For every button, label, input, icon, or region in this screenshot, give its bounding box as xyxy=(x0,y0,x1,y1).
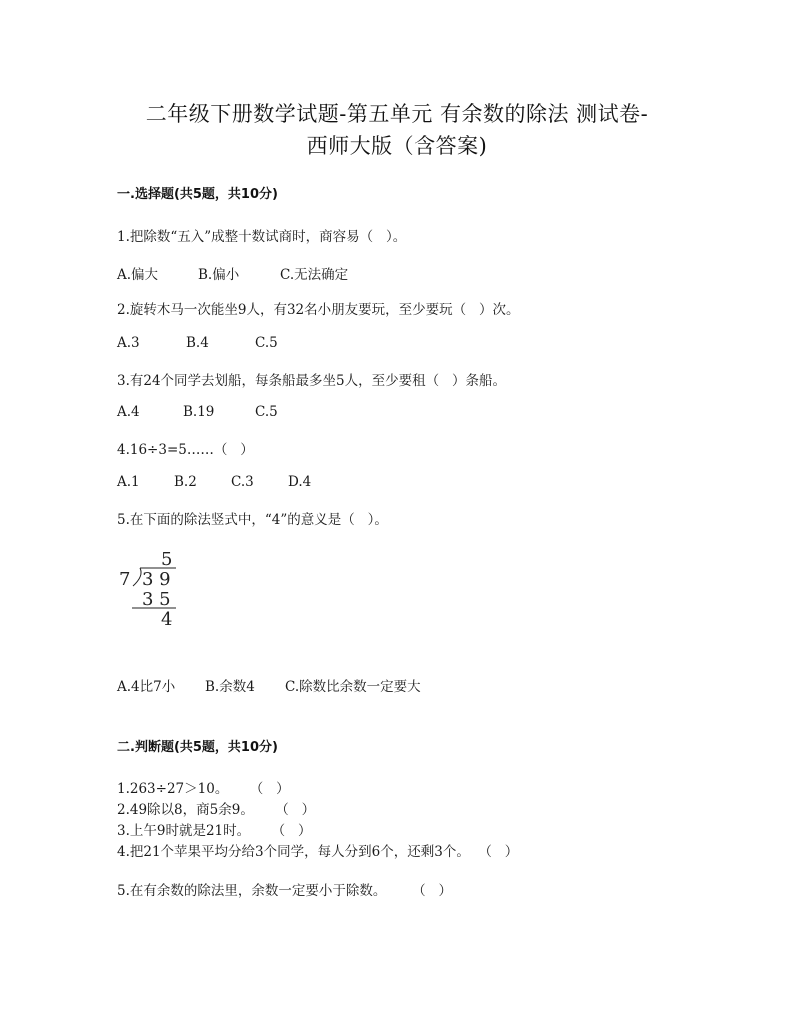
section1-heading: 一.选择题(共5题，共10分) xyxy=(117,187,278,202)
division-bracket xyxy=(133,568,141,586)
question-4-option-c[interactable]: C.3 xyxy=(231,474,254,490)
judge-item-4: 4.把21个苹果平均分给3个同学，每人分到6个，还剩3个。 （ ） xyxy=(117,844,519,860)
question-2-option-b[interactable]: B.4 xyxy=(186,335,209,351)
question-1-stem: 1.把除数“五入”成整十数试商时，商容易（ ）。 xyxy=(117,229,407,245)
question-4-option-b[interactable]: B.2 xyxy=(174,474,197,490)
division-divisor: 7 xyxy=(119,569,131,590)
long-division-figure xyxy=(114,546,194,636)
question-3-stem: 3.有24个同学去划船，每条船最多坐5人，至少要租（ ）条船。 xyxy=(117,373,507,389)
question-2-option-a[interactable]: A.3 xyxy=(117,335,140,351)
question-2-option-c[interactable]: C.5 xyxy=(255,335,278,351)
question-5-option-a[interactable]: A.4比7小 xyxy=(117,679,176,695)
question-4-option-a[interactable]: A.1 xyxy=(117,474,140,490)
question-5-option-c[interactable]: C.除数比余数一定要大 xyxy=(285,679,421,695)
question-2-stem: 2.旋转木马一次能坐9人，有32名小朋友要玩，至少要玩（ ）次。 xyxy=(117,302,520,318)
question-5-stem: 5.在下面的除法竖式中，“4”的意义是（ ）。 xyxy=(117,512,388,528)
question-1-option-b[interactable]: B.偏小 xyxy=(198,267,240,283)
question-1-option-a[interactable]: A.偏大 xyxy=(117,267,159,283)
division-dividend: 3 9 xyxy=(142,569,171,590)
page-title-line1: 二年级下册数学试题-第五单元 有余数的除法 测试卷- xyxy=(145,102,649,126)
judge-item-5: 5.在有余数的除法里，余数一定要小于除数。 （ ） xyxy=(117,883,453,899)
judge-item-3: 3.上午9时就是21时。 （ ） xyxy=(117,823,312,839)
judge-item-2: 2.49除以8，商5余9。 （ ） xyxy=(117,802,316,818)
question-5-option-b[interactable]: B.余数4 xyxy=(205,679,255,695)
question-3-option-a[interactable]: A.4 xyxy=(117,404,140,420)
page-title-line2: 西师大版（含答案) xyxy=(306,134,488,158)
division-quotient: 5 xyxy=(161,549,173,570)
question-4-stem: 4.16÷3=5……（ ） xyxy=(117,442,254,458)
division-product: 3 5 xyxy=(142,589,171,610)
question-3-option-b[interactable]: B.19 xyxy=(183,404,215,420)
question-1-option-c[interactable]: C.无法确定 xyxy=(280,267,349,283)
section2-heading: 二.判断题(共5题，共10分) xyxy=(117,740,278,755)
question-4-option-d[interactable]: D.4 xyxy=(288,474,312,490)
question-3-option-c[interactable]: C.5 xyxy=(255,404,278,420)
division-remainder: 4 xyxy=(161,609,173,630)
judge-item-1: 1.263÷27＞10。 （ ） xyxy=(117,781,290,797)
